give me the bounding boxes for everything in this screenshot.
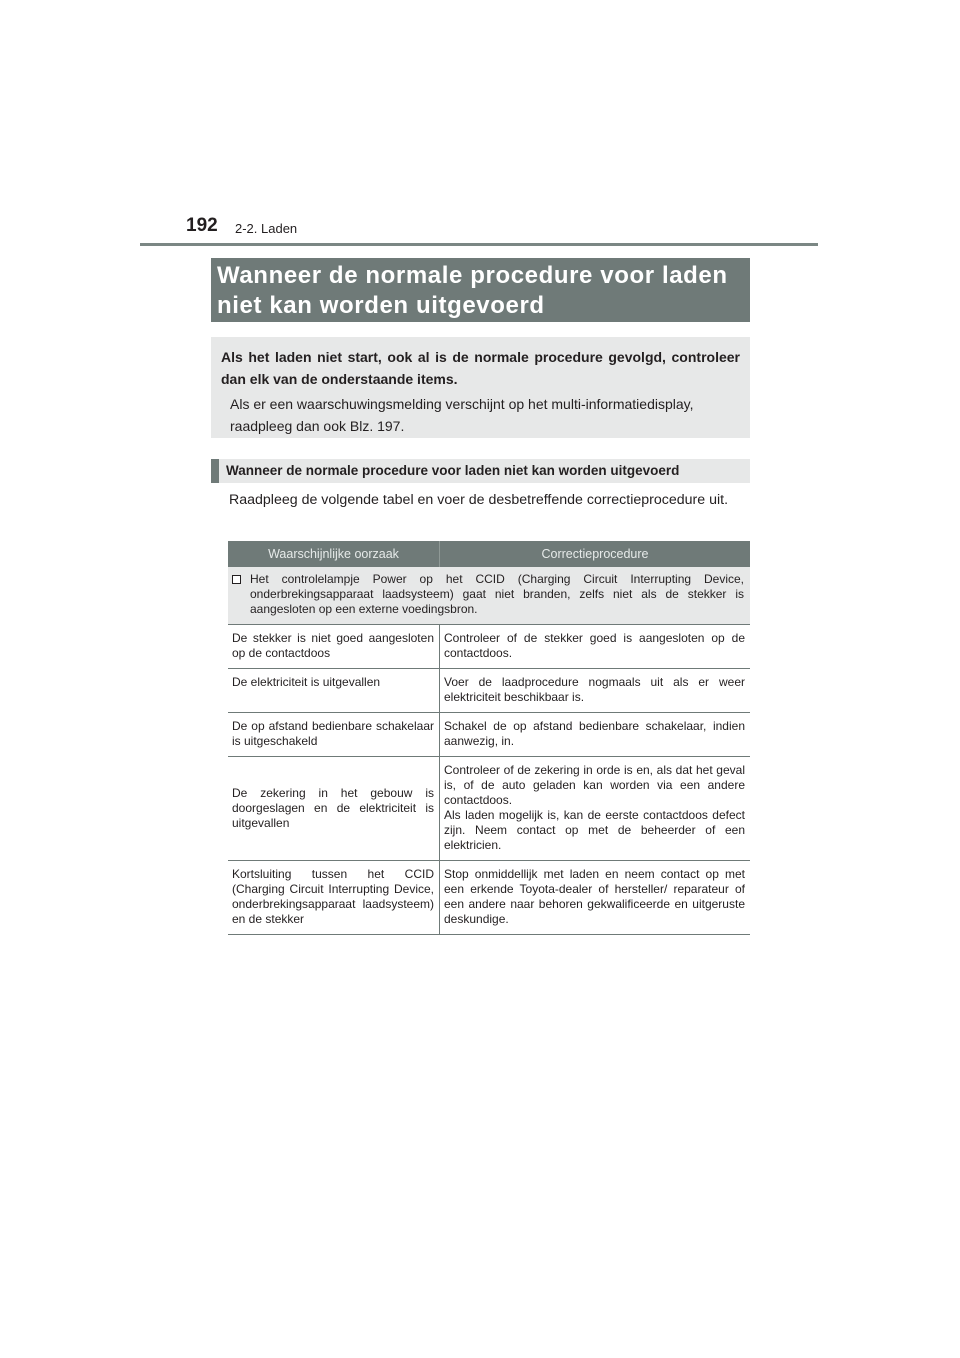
table-row — [228, 713, 750, 757]
procedure-cell: Schakel de op afstand bedienbare schakelaar, indien aanwezig, in. — [440, 713, 751, 757]
intro-note: Als er een waarschuwingsmelding verschijnt op het multi-informatiedisplay, raadpleeg dan ook Blz. 197. — [230, 396, 694, 434]
table-row — [228, 861, 750, 935]
column-header-procedure: Correctieprocedure — [440, 541, 751, 567]
section-title-line-1: Wanneer de normale procedure voor laden — [217, 262, 728, 289]
condition-text: Het controlelampje Power op het CCID (Charging Circuit Interrupting Device, onderbrekingsapparaat laadsysteem) gaat niet branden, zelfs niet als de stekker is aangesloten op een externe voedingsbron. — [250, 572, 744, 616]
cause-cell: De zekering in het gebouw is doorgeslagen en de elektriciteit is uitgevallen — [228, 757, 440, 861]
intro-box — [211, 337, 750, 438]
cause-cell: De elektriciteit is uitgevallen — [228, 669, 440, 713]
procedure-cell: Stop onmiddellijk met laden en neem contact op met een erkende Toyota-dealer of hersteller/ reparateur of een andere naar behoren gekwalificeerde en uitgeruste deskundige. — [440, 861, 751, 935]
header-divider — [140, 243, 818, 246]
troubleshooting-table — [228, 541, 750, 935]
section-label: 2-2. Laden — [235, 221, 298, 236]
procedure-cell: Controleer of de zekering in orde is en, als dat het geval is, of de auto geladen kan worden via een andere contactdoos. Als laden mogelijk is, kan de eerste contactdoos defect zijn. Neem contact op met de beheerder of een elektricien. — [440, 757, 751, 861]
procedure-cell: Controleer of de stekker goed is aangesloten op de contactdoos. — [440, 625, 751, 669]
column-header-cause: Waarschijnlijke oorzaak — [228, 541, 440, 567]
cause-cell: De op afstand bedienbare schakelaar is uitgeschakeld — [228, 713, 440, 757]
section-title-line-2: niet kan worden uitgevoerd — [217, 292, 545, 319]
procedure-cell: Voer de laadprocedure nogmaals uit als er weer elektriciteit beschikbaar is. — [440, 669, 751, 713]
table-row — [228, 625, 750, 669]
intro-summary: Als het laden niet start, ook al is de normale procedure gevolgd, controleer dan elk van de onderstaande items. — [221, 349, 740, 387]
section-title-box — [211, 258, 750, 322]
body-paragraph: Raadpleeg de volgende tabel en voer de desbetreffende correctieprocedure uit. — [229, 492, 729, 508]
cause-cell: Kortsluiting tussen het CCID (Charging Circuit Interrupting Device, onderbrekingsapparaat laadsysteem) en de stekker — [228, 861, 440, 935]
subheading: Wanneer de normale procedure voor laden niet kan worden uitgevoerd — [211, 459, 750, 483]
condition-row — [228, 567, 750, 625]
table-header-row — [228, 541, 750, 567]
page-number: 192 — [186, 215, 218, 236]
table-row — [228, 757, 750, 861]
table-row — [228, 669, 750, 713]
cause-cell: De stekker is niet goed aangesloten op de contactdoos — [228, 625, 440, 669]
checkbox-icon — [232, 575, 241, 584]
